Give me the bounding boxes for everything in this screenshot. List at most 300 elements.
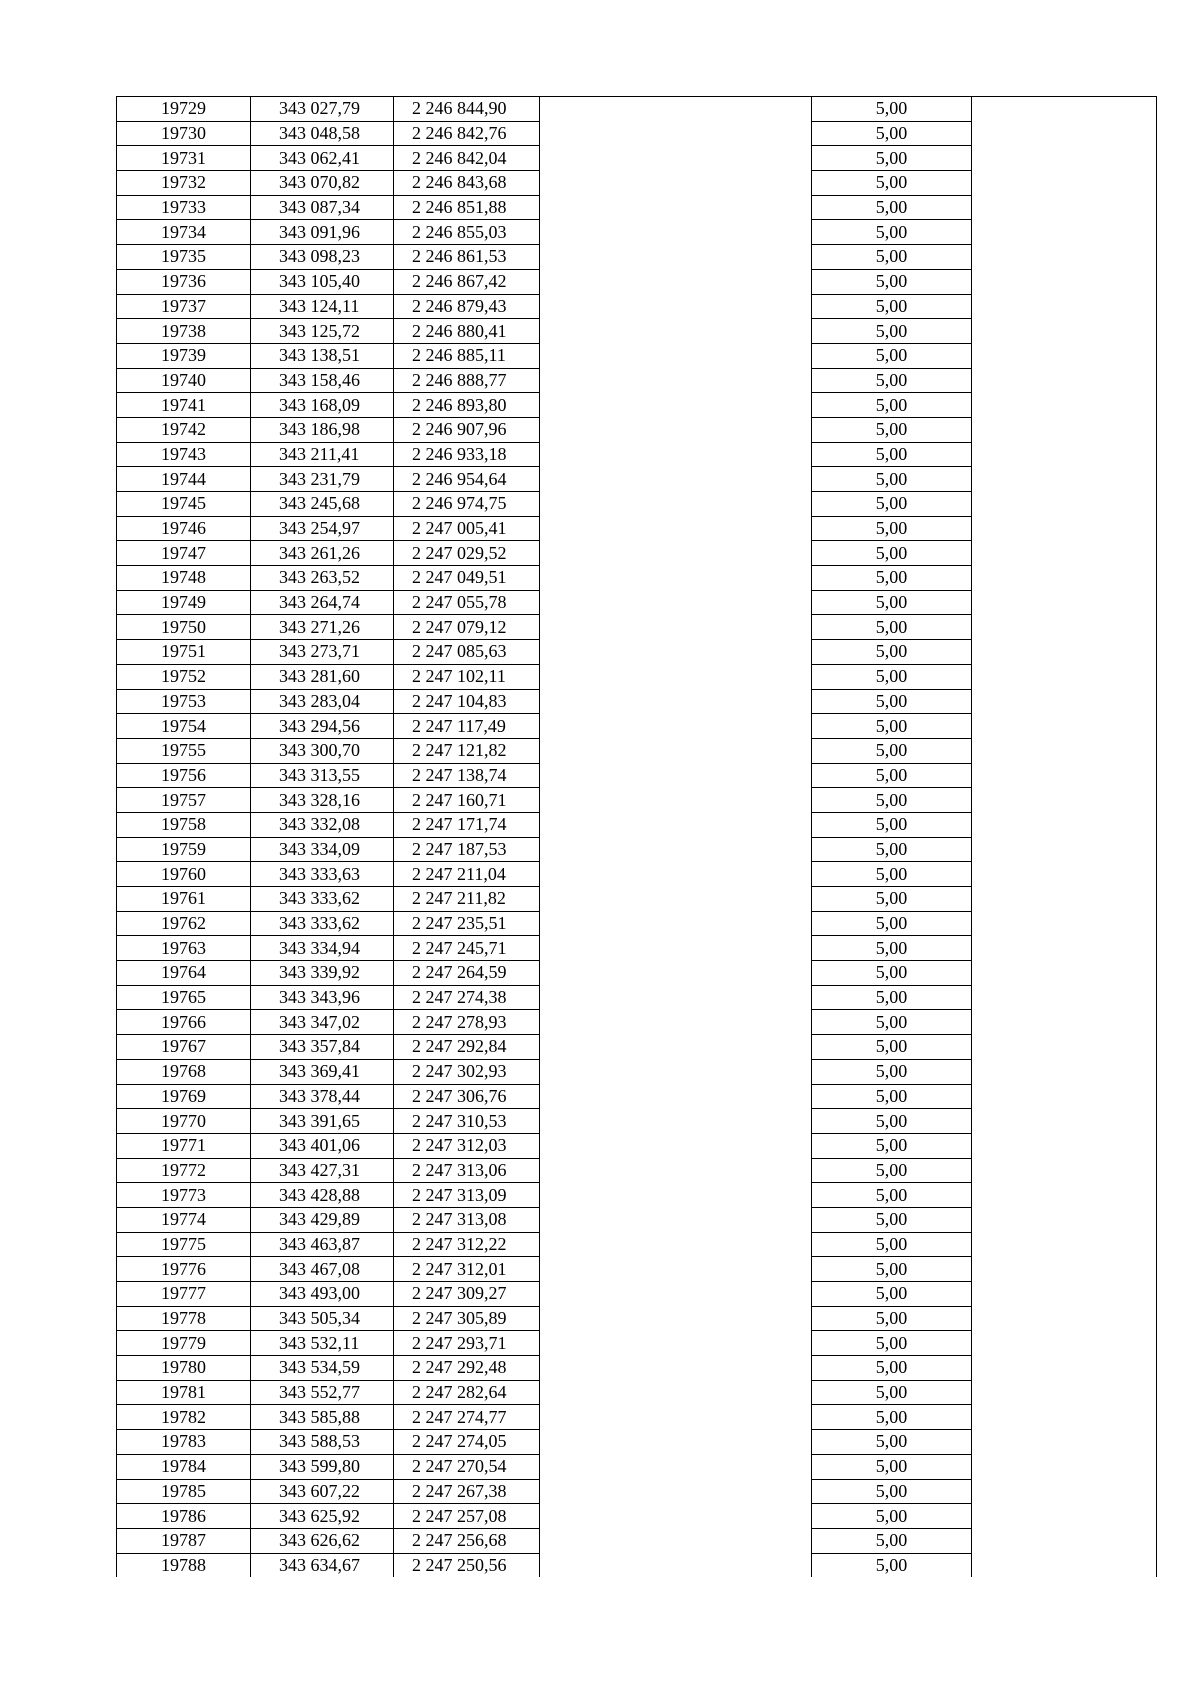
x-coordinate-cell: 343 333,62 (251, 911, 394, 936)
point-number-cell: 19776 (117, 1257, 251, 1282)
point-number-cell: 19742 (117, 417, 251, 442)
y-coordinate-cell: 2 246 954,64 (394, 467, 540, 492)
x-coordinate-cell: 343 211,41 (251, 442, 394, 467)
empty-cell (540, 689, 812, 714)
y-coordinate-cell: 2 247 310,53 (394, 1109, 540, 1134)
empty-cell (972, 1380, 1157, 1405)
empty-cell (972, 294, 1157, 319)
point-number-cell: 19753 (117, 689, 251, 714)
empty-cell (972, 442, 1157, 467)
accuracy-cell: 5,00 (812, 714, 972, 739)
point-number-cell: 19778 (117, 1306, 251, 1331)
point-number-cell: 19766 (117, 1010, 251, 1035)
x-coordinate-cell: 343 294,56 (251, 714, 394, 739)
accuracy-cell: 5,00 (812, 319, 972, 344)
accuracy-cell: 5,00 (812, 1183, 972, 1208)
empty-cell (972, 1257, 1157, 1282)
accuracy-cell: 5,00 (812, 763, 972, 788)
y-coordinate-cell: 2 246 879,43 (394, 294, 540, 319)
accuracy-cell: 5,00 (812, 220, 972, 245)
empty-cell (972, 1282, 1157, 1307)
empty-cell (972, 269, 1157, 294)
table-row (117, 442, 1157, 467)
empty-cell (972, 1504, 1157, 1529)
table-row (117, 689, 1157, 714)
point-number-cell: 19746 (117, 516, 251, 541)
empty-cell (540, 961, 812, 986)
point-number-cell: 19744 (117, 467, 251, 492)
empty-cell (972, 492, 1157, 517)
empty-cell (972, 417, 1157, 442)
accuracy-cell: 5,00 (812, 269, 972, 294)
y-coordinate-cell: 2 247 104,83 (394, 689, 540, 714)
x-coordinate-cell: 343 231,79 (251, 467, 394, 492)
table-row (117, 245, 1157, 270)
y-coordinate-cell: 2 246 842,76 (394, 121, 540, 146)
y-coordinate-cell: 2 247 250,56 (394, 1553, 540, 1577)
table-row (117, 1133, 1157, 1158)
x-coordinate-cell: 343 599,80 (251, 1454, 394, 1479)
accuracy-cell: 5,00 (812, 837, 972, 862)
point-number-cell: 19755 (117, 738, 251, 763)
accuracy-cell: 5,00 (812, 1109, 972, 1134)
x-coordinate-cell: 343 070,82 (251, 171, 394, 196)
accuracy-cell: 5,00 (812, 640, 972, 665)
empty-cell (540, 195, 812, 220)
point-number-cell: 19736 (117, 269, 251, 294)
x-coordinate-cell: 343 105,40 (251, 269, 394, 294)
point-number-cell: 19731 (117, 146, 251, 171)
table-row (117, 837, 1157, 862)
point-number-cell: 19777 (117, 1282, 251, 1307)
accuracy-cell: 5,00 (812, 121, 972, 146)
point-number-cell: 19765 (117, 985, 251, 1010)
table-row (117, 1306, 1157, 1331)
x-coordinate-cell: 343 585,88 (251, 1405, 394, 1430)
point-number-cell: 19763 (117, 936, 251, 961)
empty-cell (972, 195, 1157, 220)
point-number-cell: 19780 (117, 1356, 251, 1381)
y-coordinate-cell: 2 247 257,08 (394, 1504, 540, 1529)
y-coordinate-cell: 2 247 102,11 (394, 664, 540, 689)
empty-cell (540, 1504, 812, 1529)
empty-cell (540, 541, 812, 566)
empty-cell (540, 1059, 812, 1084)
accuracy-cell: 5,00 (812, 911, 972, 936)
point-number-cell: 19752 (117, 664, 251, 689)
table-row (117, 1282, 1157, 1307)
table-row (117, 1207, 1157, 1232)
table-row (117, 664, 1157, 689)
table-row (117, 121, 1157, 146)
point-number-cell: 19787 (117, 1528, 251, 1553)
x-coordinate-cell: 343 313,55 (251, 763, 394, 788)
accuracy-cell: 5,00 (812, 1528, 972, 1553)
x-coordinate-cell: 343 401,06 (251, 1133, 394, 1158)
empty-cell (540, 763, 812, 788)
y-coordinate-cell: 2 247 235,51 (394, 911, 540, 936)
empty-cell (540, 393, 812, 418)
y-coordinate-cell: 2 247 138,74 (394, 763, 540, 788)
y-coordinate-cell: 2 246 842,04 (394, 146, 540, 171)
point-number-cell: 19761 (117, 887, 251, 912)
empty-cell (972, 1059, 1157, 1084)
accuracy-cell: 5,00 (812, 1306, 972, 1331)
y-coordinate-cell: 2 246 885,11 (394, 343, 540, 368)
table-row (117, 97, 1157, 122)
empty-cell (972, 220, 1157, 245)
table-row (117, 1232, 1157, 1257)
y-coordinate-cell: 2 247 079,12 (394, 615, 540, 640)
y-coordinate-cell: 2 247 274,38 (394, 985, 540, 1010)
y-coordinate-cell: 2 247 278,93 (394, 1010, 540, 1035)
y-coordinate-cell: 2 246 861,53 (394, 245, 540, 270)
y-coordinate-cell: 2 246 867,42 (394, 269, 540, 294)
empty-cell (540, 368, 812, 393)
accuracy-cell: 5,00 (812, 492, 972, 517)
y-coordinate-cell: 2 247 267,38 (394, 1479, 540, 1504)
x-coordinate-cell: 343 091,96 (251, 220, 394, 245)
point-number-cell: 19740 (117, 368, 251, 393)
y-coordinate-cell: 2 247 211,04 (394, 862, 540, 887)
y-coordinate-cell: 2 247 274,77 (394, 1405, 540, 1430)
empty-cell (540, 319, 812, 344)
accuracy-cell: 5,00 (812, 368, 972, 393)
accuracy-cell: 5,00 (812, 1232, 972, 1257)
point-number-cell: 19788 (117, 1553, 251, 1577)
x-coordinate-cell: 343 339,92 (251, 961, 394, 986)
point-number-cell: 19729 (117, 97, 251, 122)
y-coordinate-cell: 2 246 974,75 (394, 492, 540, 517)
point-number-cell: 19783 (117, 1430, 251, 1455)
empty-cell (540, 1553, 812, 1577)
table-row (117, 146, 1157, 171)
empty-cell (972, 97, 1157, 122)
empty-cell (540, 985, 812, 1010)
empty-cell (972, 640, 1157, 665)
accuracy-cell: 5,00 (812, 467, 972, 492)
y-coordinate-cell: 2 247 274,05 (394, 1430, 540, 1455)
point-number-cell: 19762 (117, 911, 251, 936)
empty-cell (972, 887, 1157, 912)
empty-cell (972, 862, 1157, 887)
x-coordinate-cell: 343 062,41 (251, 146, 394, 171)
table-row (117, 1405, 1157, 1430)
point-number-cell: 19764 (117, 961, 251, 986)
point-number-cell: 19786 (117, 1504, 251, 1529)
empty-cell (972, 763, 1157, 788)
table-row (117, 368, 1157, 393)
empty-cell (972, 1183, 1157, 1208)
y-coordinate-cell: 2 247 312,22 (394, 1232, 540, 1257)
table-row (117, 1454, 1157, 1479)
table-row (117, 615, 1157, 640)
empty-cell (540, 1380, 812, 1405)
empty-cell (540, 1454, 812, 1479)
accuracy-cell: 5,00 (812, 171, 972, 196)
empty-cell (540, 121, 812, 146)
table-row (117, 936, 1157, 961)
y-coordinate-cell: 2 247 306,76 (394, 1084, 540, 1109)
empty-cell (540, 1207, 812, 1232)
y-coordinate-cell: 2 247 313,08 (394, 1207, 540, 1232)
y-coordinate-cell: 2 247 256,68 (394, 1528, 540, 1553)
x-coordinate-cell: 343 357,84 (251, 1035, 394, 1060)
y-coordinate-cell: 2 246 843,68 (394, 171, 540, 196)
accuracy-cell: 5,00 (812, 1158, 972, 1183)
point-number-cell: 19751 (117, 640, 251, 665)
table-row (117, 788, 1157, 813)
x-coordinate-cell: 343 098,23 (251, 245, 394, 270)
point-number-cell: 19784 (117, 1454, 251, 1479)
empty-cell (972, 566, 1157, 591)
point-number-cell: 19757 (117, 788, 251, 813)
y-coordinate-cell: 2 246 844,90 (394, 97, 540, 122)
accuracy-cell: 5,00 (812, 664, 972, 689)
empty-cell (540, 1133, 812, 1158)
x-coordinate-cell: 343 333,63 (251, 862, 394, 887)
table-row (117, 1183, 1157, 1208)
accuracy-cell: 5,00 (812, 294, 972, 319)
x-coordinate-cell: 343 254,97 (251, 516, 394, 541)
empty-cell (540, 738, 812, 763)
accuracy-cell: 5,00 (812, 393, 972, 418)
empty-cell (972, 714, 1157, 739)
point-number-cell: 19743 (117, 442, 251, 467)
y-coordinate-cell: 2 247 292,48 (394, 1356, 540, 1381)
y-coordinate-cell: 2 247 270,54 (394, 1454, 540, 1479)
x-coordinate-cell: 343 588,53 (251, 1430, 394, 1455)
point-number-cell: 19775 (117, 1232, 251, 1257)
accuracy-cell: 5,00 (812, 516, 972, 541)
empty-cell (540, 788, 812, 813)
empty-cell (972, 1528, 1157, 1553)
y-coordinate-cell: 2 247 309,27 (394, 1282, 540, 1307)
x-coordinate-cell: 343 347,02 (251, 1010, 394, 1035)
point-number-cell: 19758 (117, 812, 251, 837)
empty-cell (540, 1035, 812, 1060)
empty-cell (540, 1479, 812, 1504)
empty-cell (540, 1331, 812, 1356)
y-coordinate-cell: 2 247 117,49 (394, 714, 540, 739)
accuracy-cell: 5,00 (812, 1380, 972, 1405)
accuracy-cell: 5,00 (812, 862, 972, 887)
empty-cell (972, 788, 1157, 813)
empty-cell (540, 417, 812, 442)
empty-cell (972, 1158, 1157, 1183)
empty-cell (540, 1183, 812, 1208)
x-coordinate-cell: 343 552,77 (251, 1380, 394, 1405)
y-coordinate-cell: 2 247 049,51 (394, 566, 540, 591)
x-coordinate-cell: 343 124,11 (251, 294, 394, 319)
point-number-cell: 19770 (117, 1109, 251, 1134)
empty-cell (972, 985, 1157, 1010)
y-coordinate-cell: 2 247 005,41 (394, 516, 540, 541)
empty-cell (540, 1010, 812, 1035)
empty-cell (972, 146, 1157, 171)
empty-cell (972, 1232, 1157, 1257)
point-number-cell: 19741 (117, 393, 251, 418)
accuracy-cell: 5,00 (812, 1257, 972, 1282)
table-row (117, 1479, 1157, 1504)
table-row (117, 862, 1157, 887)
x-coordinate-cell: 343 186,98 (251, 417, 394, 442)
table-row (117, 1059, 1157, 1084)
accuracy-cell: 5,00 (812, 541, 972, 566)
x-coordinate-cell: 343 428,88 (251, 1183, 394, 1208)
table-row (117, 319, 1157, 344)
empty-cell (540, 664, 812, 689)
x-coordinate-cell: 343 158,46 (251, 368, 394, 393)
empty-cell (972, 1084, 1157, 1109)
empty-cell (540, 1257, 812, 1282)
table-row (117, 269, 1157, 294)
empty-cell (540, 1528, 812, 1553)
table-row (117, 714, 1157, 739)
table-row (117, 887, 1157, 912)
empty-cell (972, 615, 1157, 640)
accuracy-cell: 5,00 (812, 689, 972, 714)
empty-cell (540, 615, 812, 640)
empty-cell (972, 1430, 1157, 1455)
y-coordinate-cell: 2 247 312,01 (394, 1257, 540, 1282)
table-row (117, 566, 1157, 591)
x-coordinate-cell: 343 332,08 (251, 812, 394, 837)
y-coordinate-cell: 2 247 313,06 (394, 1158, 540, 1183)
table-row (117, 294, 1157, 319)
empty-cell (972, 541, 1157, 566)
empty-cell (540, 862, 812, 887)
point-number-cell: 19768 (117, 1059, 251, 1084)
empty-cell (972, 1479, 1157, 1504)
y-coordinate-cell: 2 247 292,84 (394, 1035, 540, 1060)
accuracy-cell: 5,00 (812, 985, 972, 1010)
table-row (117, 1035, 1157, 1060)
empty-cell (972, 1553, 1157, 1577)
empty-cell (972, 1035, 1157, 1060)
x-coordinate-cell: 343 493,00 (251, 1282, 394, 1307)
table-row (117, 417, 1157, 442)
empty-cell (540, 1306, 812, 1331)
point-number-cell: 19767 (117, 1035, 251, 1060)
accuracy-cell: 5,00 (812, 936, 972, 961)
empty-cell (972, 245, 1157, 270)
accuracy-cell: 5,00 (812, 442, 972, 467)
y-coordinate-cell: 2 247 211,82 (394, 887, 540, 912)
y-coordinate-cell: 2 247 282,64 (394, 1380, 540, 1405)
point-number-cell: 19769 (117, 1084, 251, 1109)
empty-cell (540, 640, 812, 665)
table-row (117, 1504, 1157, 1529)
point-number-cell: 19779 (117, 1331, 251, 1356)
empty-cell (972, 343, 1157, 368)
accuracy-cell: 5,00 (812, 245, 972, 270)
y-coordinate-cell: 2 247 085,63 (394, 640, 540, 665)
y-coordinate-cell: 2 247 187,53 (394, 837, 540, 862)
point-number-cell: 19739 (117, 343, 251, 368)
accuracy-cell: 5,00 (812, 1035, 972, 1060)
empty-cell (540, 1232, 812, 1257)
empty-cell (972, 1405, 1157, 1430)
table-row (117, 812, 1157, 837)
empty-cell (972, 171, 1157, 196)
empty-cell (972, 467, 1157, 492)
empty-cell (540, 837, 812, 862)
accuracy-cell: 5,00 (812, 1084, 972, 1109)
empty-cell (540, 269, 812, 294)
x-coordinate-cell: 343 328,16 (251, 788, 394, 813)
empty-cell (540, 1282, 812, 1307)
accuracy-cell: 5,00 (812, 1553, 972, 1577)
accuracy-cell: 5,00 (812, 615, 972, 640)
x-coordinate-cell: 343 125,72 (251, 319, 394, 344)
table-row (117, 516, 1157, 541)
point-number-cell: 19754 (117, 714, 251, 739)
point-number-cell: 19782 (117, 1405, 251, 1430)
x-coordinate-cell: 343 271,26 (251, 615, 394, 640)
table-row (117, 343, 1157, 368)
x-coordinate-cell: 343 283,04 (251, 689, 394, 714)
table-row (117, 1084, 1157, 1109)
accuracy-cell: 5,00 (812, 195, 972, 220)
accuracy-cell: 5,00 (812, 1282, 972, 1307)
table-row (117, 195, 1157, 220)
accuracy-cell: 5,00 (812, 812, 972, 837)
table-row (117, 492, 1157, 517)
y-coordinate-cell: 2 247 313,09 (394, 1183, 540, 1208)
table-row (117, 467, 1157, 492)
point-number-cell: 19760 (117, 862, 251, 887)
x-coordinate-cell: 343 467,08 (251, 1257, 394, 1282)
empty-cell (540, 566, 812, 591)
x-coordinate-cell: 343 463,87 (251, 1232, 394, 1257)
table-row (117, 640, 1157, 665)
table-row (117, 541, 1157, 566)
empty-cell (972, 1010, 1157, 1035)
table-row (117, 1158, 1157, 1183)
empty-cell (972, 738, 1157, 763)
x-coordinate-cell: 343 264,74 (251, 590, 394, 615)
empty-cell (540, 936, 812, 961)
table-row (117, 961, 1157, 986)
table-row (117, 763, 1157, 788)
empty-cell (540, 146, 812, 171)
table-row (117, 738, 1157, 763)
accuracy-cell: 5,00 (812, 738, 972, 763)
empty-cell (972, 393, 1157, 418)
accuracy-cell: 5,00 (812, 961, 972, 986)
empty-cell (540, 887, 812, 912)
y-coordinate-cell: 2 246 880,41 (394, 319, 540, 344)
point-number-cell: 19771 (117, 1133, 251, 1158)
y-coordinate-cell: 2 247 264,59 (394, 961, 540, 986)
point-number-cell: 19750 (117, 615, 251, 640)
empty-cell (540, 220, 812, 245)
empty-cell (540, 294, 812, 319)
x-coordinate-cell: 343 532,11 (251, 1331, 394, 1356)
point-number-cell: 19772 (117, 1158, 251, 1183)
y-coordinate-cell: 2 247 029,52 (394, 541, 540, 566)
point-number-cell: 19749 (117, 590, 251, 615)
y-coordinate-cell: 2 247 171,74 (394, 812, 540, 837)
accuracy-cell: 5,00 (812, 1059, 972, 1084)
x-coordinate-cell: 343 429,89 (251, 1207, 394, 1232)
empty-cell (972, 837, 1157, 862)
point-number-cell: 19774 (117, 1207, 251, 1232)
empty-cell (972, 319, 1157, 344)
accuracy-cell: 5,00 (812, 343, 972, 368)
coordinate-table-body (117, 97, 1157, 1578)
